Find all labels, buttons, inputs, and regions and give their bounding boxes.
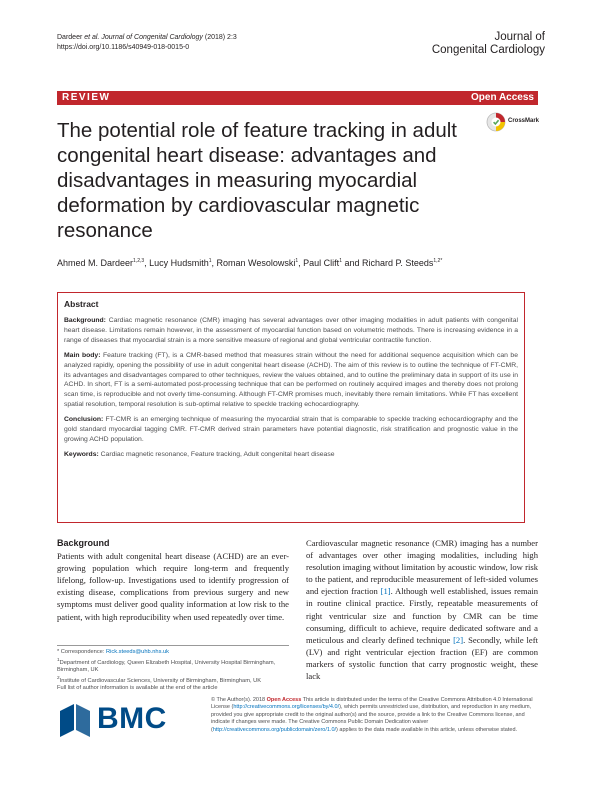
citation-journal: et al. Journal of Congenital Cardiology [84,34,203,41]
article-title: The potential role of feature tracking in adult congenital heart disease: advantages and disadvantages in measuring myocardial deformation by cardiovascular magnetic resonance [57,119,457,242]
running-header [57,33,237,53]
license-statement [211,697,541,734]
correspondence [57,649,289,657]
license-text: This article is distributed under the terms of the Creative Commons Attribution 4.0 International License ( [211,697,533,711]
body-paragraph: Patients with adult congenital heart disease (ACHD) are an ever-growing population which require long-term and frequently lifelong, follow-up. Investigations used to identify progression of existing disease, complications from previous surgery and new symptoms must deliver good quality information at low risk to the patient, with high reproducibility when used repeatedly over time. [57,551,289,622]
crossmark-label: CrossMark [508,118,540,124]
abstract-conclusion [64,415,518,445]
license-text: ), which permits unrestricted use, distribution, and reproduction in any medium, provided you give appropriate credit to the original author(s) and the source, provide a link to the Creative Commons license, and indicate if changes were made. The Creative Commons Public Domain Dedication waiver ( [211,704,532,733]
author-name[interactable]: Lucy Hudsmith [149,258,209,268]
author-separator: and [341,258,362,268]
abstract-background [64,316,518,346]
author-separator: , [298,258,304,268]
author-name[interactable]: Roman Wesolowski [216,258,296,268]
abstract-keywords-label: Keywords: [64,450,99,458]
journal-name-line2: Congenital Cardiology [431,44,545,56]
bmc-logo [57,701,197,741]
body-left-column [57,537,289,623]
abstract-main-text: Feature tracking (FT), is a CMR-based method that measures strain without the need for additional sequence acquisition which can be analyzed rapidly, opening the possibility of use in adult congenital heart disease (ACHD). The aim of this review is to outline the technique of FT-CMR, its advantages and disadvantages compared to other techniques, review the values obtained, and to outline the preliminary data in support of its use in ACHD. In short, FT is a semi-automated post-processing technique that can be performed on routinely acquired images and thereby does not prolong scan time, is reproducible and not overly time-consuming. Although FT-CMR promises much, inevitably there remain limitations. While FT has excellent spatial resolution, temporal resolution is sub-optimal relative to speckle tracking echocardiography. [64,351,518,409]
affiliation-number: 2 [57,675,60,681]
author-separator: , [144,258,150,268]
abstract-conclusion-label: Conclusion: [64,416,104,424]
author-list [57,258,442,268]
open-access-label: Open Access [471,92,534,103]
citation-authors: Dardeer [57,34,85,41]
reference-link[interactable]: [2] [453,634,464,645]
bmc-logo-icon [57,701,93,739]
abstract-heading: Abstract [64,299,99,309]
abstract-box [57,292,525,523]
affiliation-text: Institute of Cardiovascular Sciences, University of Birmingham, Birmingham, UK [59,677,262,684]
abstract-keywords-text: Cardiac magnetic resonance, Feature tracking, Adult congenital heart disease [98,450,335,458]
affiliation-text: Department of Cardiology, Queen Elizabeth Hospital, University Hospital Birmingham, Birmingham, UK [57,659,276,674]
body-paragraph [306,537,538,682]
author-name[interactable]: Ahmed M. Dardeer [57,258,134,268]
article-type-banner [57,91,538,105]
correspondence-label: * Correspondence: [57,649,107,655]
citation-year: (2018) 2:3 [202,34,237,41]
author-name[interactable]: Richard P. Steeds [362,258,434,268]
reference-link[interactable]: [1] [380,586,391,597]
abstract-keywords [64,450,518,460]
abstract-conclusion-text: FT-CMR is an emerging technique of measuring the myocardial strain that is comparable to speckle tracking echocardiography and the gold standard myocardial tagging CMR. FT-CMR derived strain parameters have potential diagnostic, risk stratification and prognostic value in the growing ACHD population. [64,416,518,443]
affiliation-number: 1 [57,657,60,663]
full-author-info-note: Full list of author information is available at the end of the article [57,685,218,692]
crossmark-button[interactable] [486,112,546,134]
bmc-logo-text: BMC [97,702,167,735]
affiliation-2 [57,675,289,685]
body-text: Cardiovascular magnetic resonance (CMR) imaging has a number of advantages over other imaging modalities, including high resolution imaging without limitation by acoustic window, low risk to the patient, and reproducible measurement of left-sided volumes and ejection fraction [306,538,538,597]
affiliation-1 [57,657,289,675]
article-type-label: REVIEW [62,92,111,103]
author-affiliation: 1,2,3 [133,258,145,264]
section-heading-background: Background [57,538,110,548]
abstract-background-text: Cardiac magnetic resonance (CMR) imaging has several advantages over other imaging modalities in adult patients with congenital heart disease. Limitations remain however, in the assessment of myocardial function based on volumetric methods. There is increasing evidence in a range of diseases that myocardial strain is a more sensitive measure of regional and global ventricular contractile function. [64,317,518,344]
author-separator: , [211,258,217,268]
license-text: ) applies to the data made available in this article, unless otherwise stated. [336,726,518,733]
author-affiliation: 1 [208,258,212,264]
author-affiliation: 1,2* [433,258,443,264]
abstract-main-label: Main body: [64,351,101,359]
footnotes [57,645,289,693]
doi-link[interactable]: https://doi.org/10.1186/s40949-018-0015-0 [57,44,190,51]
license-link[interactable]: http://creativecommons.org/licenses/by/4.0/ [233,704,340,711]
author-name[interactable]: Paul Clift [303,258,340,268]
license-open-access: Open Access [266,697,302,703]
license-text: © The Author(s). 2018 [211,697,267,703]
body-right-column [306,537,538,682]
publicdomain-link[interactable]: http://creativecommons.org/publicdomain/zero/1.0/ [212,726,337,733]
author-affiliation: 1 [339,258,342,264]
abstract-main-body [64,351,518,410]
author-affiliation: 1 [295,258,299,264]
crossmark-icon [486,112,506,132]
body-text: . Secondly, while left (LV) and right ventricular ejection fraction (EF) are common markers of systolic function that carry prognostic weight, these lack [306,634,538,682]
correspondence-email-link[interactable]: Rick.steeds@uhb.nhs.uk [106,649,170,655]
abstract-background-label: Background: [64,317,106,324]
journal-name [432,31,545,57]
body-text: . Although well established, issues remain in routine clinical practice. Firstly, repeatable measurements of right ventricular size and function by CMR can be time consuming, difficult to achieve, require dedicated software and a meticulous and clearly defined technique [306,586,538,645]
journal-name-line1: Journal of [494,31,545,43]
